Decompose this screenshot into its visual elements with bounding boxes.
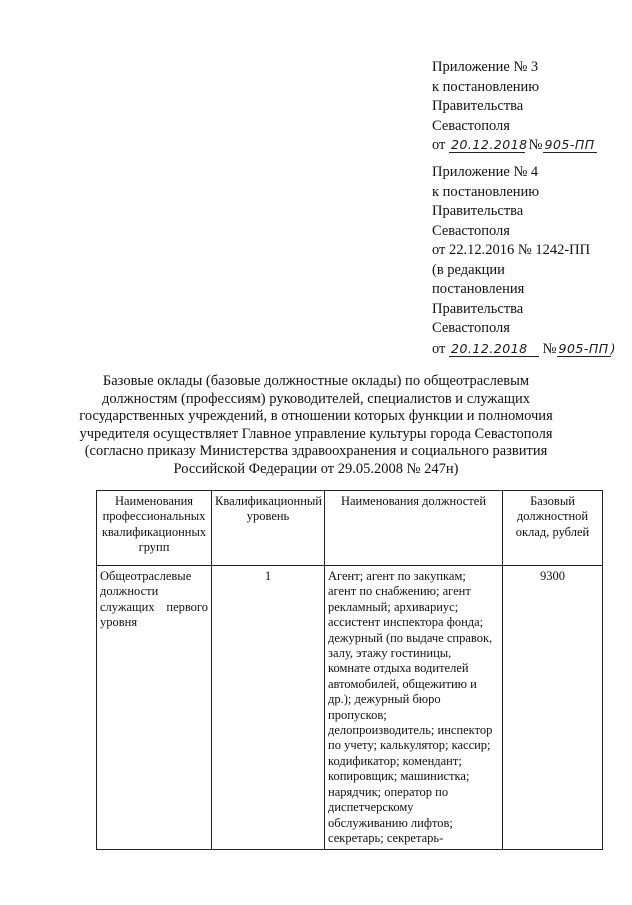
title-line: Российской Федерации от 29.05.2008 № 247н) xyxy=(173,460,459,477)
handwritten-date: 20.12.2018 xyxy=(451,137,528,152)
appendix-line: Правительства xyxy=(432,203,524,219)
salary-table xyxy=(96,490,603,850)
header-positions: Наименования должностей xyxy=(325,491,503,566)
appendix-line: постановления xyxy=(432,281,525,297)
number-prefix: № xyxy=(528,137,543,153)
handwritten-number: 905-ПП xyxy=(558,340,609,356)
appendix-line: Севастополя xyxy=(432,320,510,336)
appendix-line: Севастополя xyxy=(432,117,510,134)
appendix-date-line xyxy=(432,136,622,156)
appendix-line: Севастополя xyxy=(432,222,510,239)
cell-level: 1 xyxy=(212,566,325,850)
appendix-line: (в редакции xyxy=(432,261,505,278)
handwritten-date: 20.12.2018 xyxy=(449,341,539,357)
appendix-line: Приложение № 4 xyxy=(432,164,539,180)
date-prefix: от xyxy=(432,137,446,153)
appendix-line: Приложение № 3 xyxy=(432,59,539,75)
appendix-line: от 22.12.2016 № 1242-ПП xyxy=(432,242,591,258)
title-line: учредителя осуществляет Главное управление культуры города Севастополя xyxy=(79,425,553,442)
handwritten-number: 905-ПП xyxy=(544,137,595,152)
document-title xyxy=(60,373,572,479)
appendix-4-header xyxy=(432,163,622,359)
appendix-date-line: от 20.12.2018 № 905-ПП ) xyxy=(432,340,617,357)
cell-group: Общеотраслевые должности служащих первого уровня xyxy=(97,566,212,850)
header-level: Квалификационный уровень xyxy=(212,491,325,566)
header-group: Наименования профессиональных квалификационных групп xyxy=(97,491,212,566)
cell-positions: Агент; агент по закупкам; агент по снабжению; агент рекламный; архивариус; ассистент инспектора фонда; дежурный (по выдаче справок, залу, этажу гостиницы, комнате отдыха водителей автомобилей, общежитию и др.); дежурный бюро пропусков; делопроизводитель; инспектор по учету; калькулятор; кассир; кодификатор; комендант; копировщик; машинистка; нарядчик; оператор по диспетчерскому обслуживанию лифтов; секретарь; секретарь- xyxy=(325,566,503,850)
date-prefix: от xyxy=(432,340,446,357)
header-salary: Базовый должностной оклад, рублей xyxy=(503,491,603,566)
appendix-3-header xyxy=(432,58,622,156)
appendix-line: Правительства xyxy=(432,98,524,114)
title-line: государственных учреждений, в отношении которых функции и полномочия xyxy=(79,408,553,425)
number-prefix: № xyxy=(542,340,557,357)
cell-salary: 9300 xyxy=(503,566,603,850)
appendix-line: к постановлению xyxy=(432,78,540,95)
title-line: (согласно приказу Министерства здравоохранения и социального развития xyxy=(84,443,548,460)
appendix-line: к постановлению xyxy=(432,183,540,200)
table-row xyxy=(97,566,603,850)
title-line: должностям (профессиям) руководителей, специалистов и служащих xyxy=(101,390,531,407)
table-header-row xyxy=(97,491,603,566)
title-line: Базовые оклады (базовые должностные оклады) по общеотраслевым xyxy=(102,373,530,389)
appendix-line: Правительства xyxy=(432,300,524,317)
